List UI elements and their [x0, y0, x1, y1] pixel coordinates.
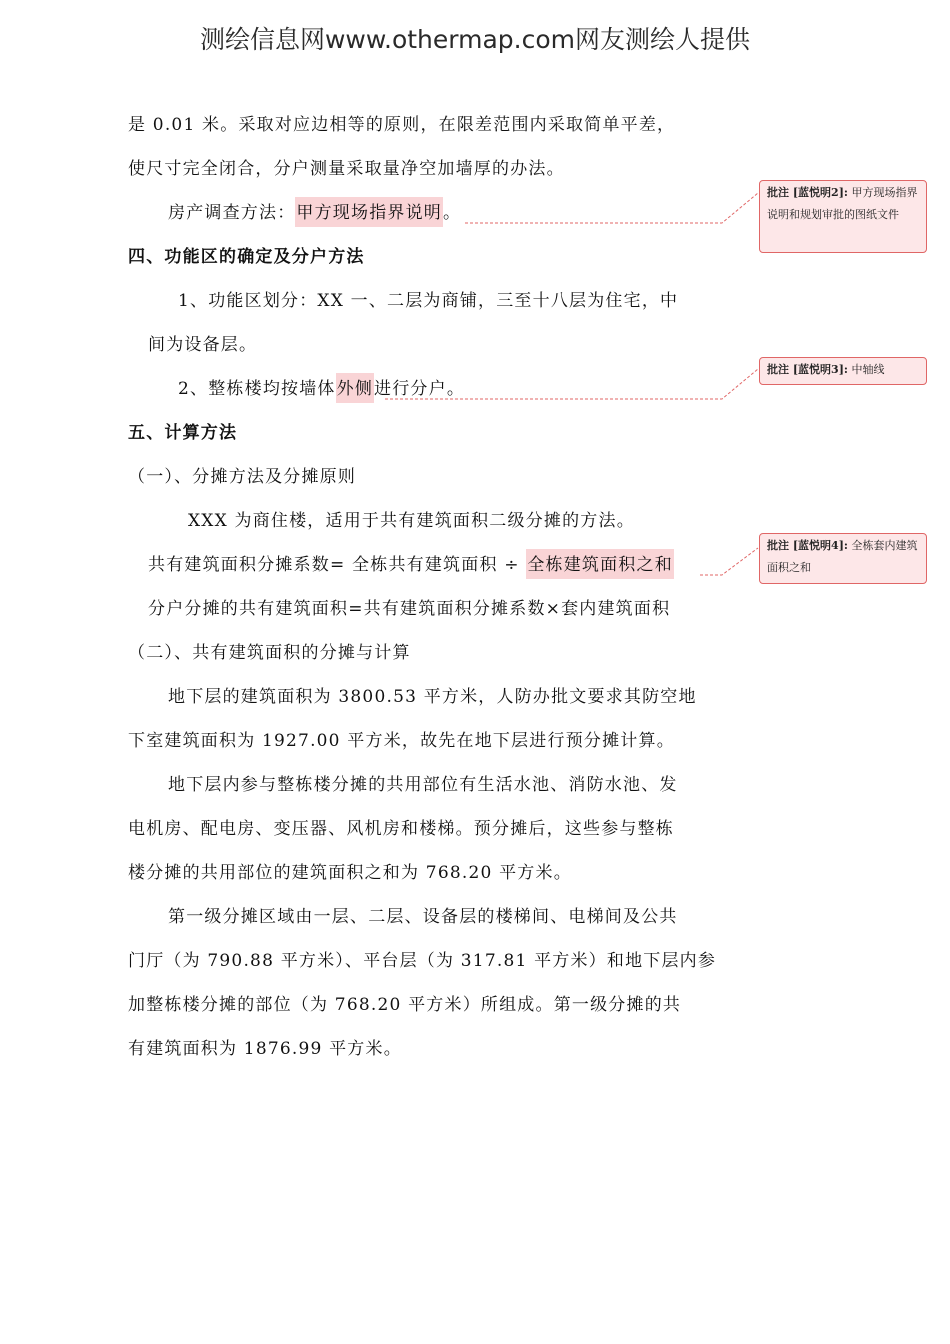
split-method-suffix: 进行分户。: [374, 379, 466, 399]
body-line: 有建筑面积为 1876.99 平方米。: [128, 1039, 402, 1059]
split-method-prefix: 2、整栋楼均按墙体: [178, 379, 336, 399]
comment-balloon[interactable]: [759, 180, 927, 253]
body-line: 电机房、配电房、变压器、风机房和楼梯。预分摊后，这些参与整栋: [128, 819, 674, 839]
comment-author-label: 批注 [蓝悦明4]:: [767, 539, 848, 552]
body-line: 下室建筑面积为 1927.00 平方米，故先在地下层进行预分摊计算。: [128, 731, 675, 751]
comment-text: 中轴线: [851, 363, 885, 376]
section-heading-4: 四、功能区的确定及分户方法: [128, 247, 365, 267]
survey-method-label: 房产调查方法：: [168, 203, 296, 223]
subsection-heading: （二）、共有建筑面积的分摊与计算: [128, 643, 411, 663]
commented-text-total-area[interactable]: 全栋建筑面积之和: [526, 549, 674, 579]
comment-text: 全栋套内建筑面积之和: [767, 539, 918, 574]
comment-text: 甲方现场指界说明和规划审批的图纸文件: [767, 186, 918, 221]
comment-author-label: 批注 [蓝悦明2]:: [767, 186, 848, 199]
survey-method-line: [168, 201, 461, 225]
survey-method-suffix: 。: [443, 203, 462, 223]
body-line: 门厅（为 790.88 平方米）、平台层（为 317.81 平方米）和地下层内参: [128, 951, 717, 971]
section-heading-5: 五、计算方法: [128, 423, 238, 443]
commented-text-survey[interactable]: 甲方现场指界说明: [295, 197, 443, 227]
body-line: 加整栋楼分摊的部位（为 768.20 平方米）所组成。第一级分摊的共: [128, 995, 682, 1015]
coefficient-formula-line: [148, 553, 674, 577]
body-line: 间为设备层。: [148, 335, 258, 355]
subsection-heading: （一）、分摊方法及分摊原则: [128, 467, 357, 487]
comment-balloon[interactable]: [759, 357, 927, 385]
body-line: 使尺寸完全闭合，分户测量采取量净空加墙厚的办法。: [128, 159, 565, 179]
body-line: 地下层内参与整栋楼分摊的共用部位有生活水池、消防水池、发: [168, 775, 678, 795]
body-line: 地下层的建筑面积为 3800.53 平方米，人防办批文要求其防空地: [168, 687, 697, 707]
page-header-watermark: 测绘信息网www.othermap.com网友测绘人提供: [199, 25, 751, 54]
body-line: 楼分摊的共用部位的建筑面积之和为 768.20 平方米。: [128, 863, 572, 883]
commented-text-outer[interactable]: 外侧: [336, 373, 374, 403]
comment-author-label: 批注 [蓝悦明3]:: [767, 363, 848, 376]
body-line: 是 0.01 米。采取对应边相等的原则，在限差范围内采取简单平差，: [128, 115, 676, 135]
coefficient-formula-prefix: 共有建筑面积分摊系数= 全栋共有建筑面积 ÷: [148, 555, 527, 575]
body-line: 分户分摊的共有建筑面积=共有建筑面积分摊系数×套内建筑面积: [148, 599, 671, 619]
comment-balloon[interactable]: [759, 533, 927, 584]
body-line: XXX 为商住楼，适用于共有建筑面积二级分摊的方法。: [188, 511, 635, 531]
body-line: 1、功能区划分：XX 一、二层为商铺，三至十八层为住宅，中: [178, 291, 679, 311]
body-line: 第一级分摊区域由一层、二层、设备层的楼梯间、电梯间及公共: [168, 907, 678, 927]
split-method-line: [178, 377, 465, 401]
